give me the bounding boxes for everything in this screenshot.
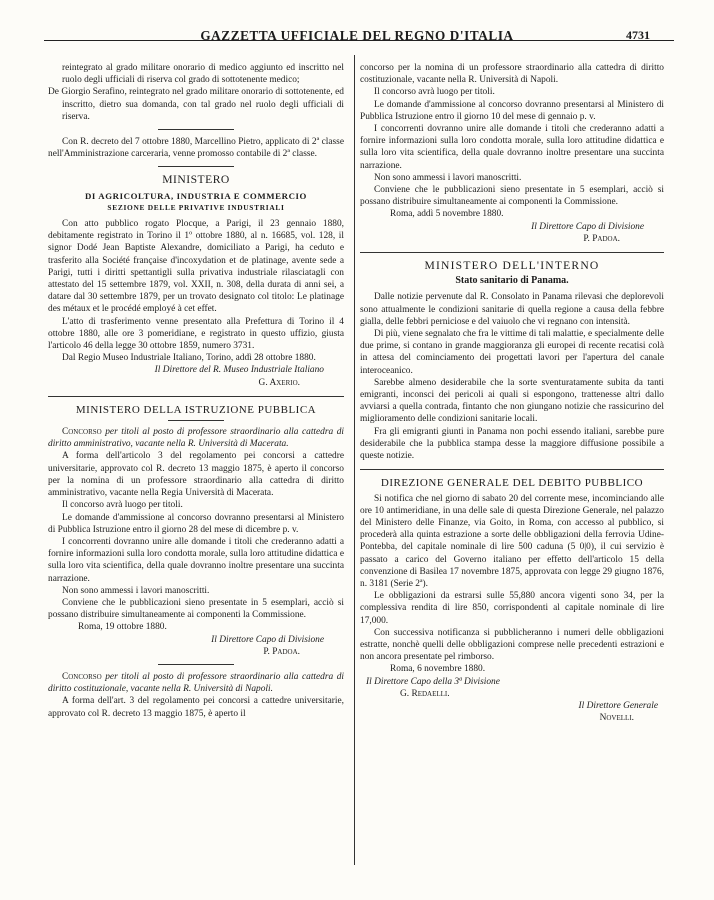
section-heading: MINISTERO DELL'INTERNO bbox=[424, 259, 600, 273]
signature-name: P. Padoa. bbox=[583, 233, 620, 244]
paragraph: Conviene che le pubblicazioni sieno presentate in 5 esemplari, acciò si possano distribuire simultaneamente ai componenti la Commissione. bbox=[360, 185, 664, 208]
column-divider bbox=[354, 55, 355, 865]
divider bbox=[158, 166, 234, 167]
paragraph: concorso per la nomina di un professore straordinario alla cattedra di diritto costituzionale, vacante nella R. Università di Napoli. bbox=[360, 63, 664, 86]
header-rule bbox=[44, 40, 674, 41]
paragraph: Le domande d'ammissione al concorso dovranno presentarsi al Ministero di Pubblica Istruzione entro il giorno 10 del mese di gennaio p. v. bbox=[360, 99, 664, 122]
paragraph: Sarebbe almeno desiderabile che la sorte sventuratamente subita da tanti emigranti, inconsci dei pericoli ai quali si espongono, trattenesse altri dallo avviarsi a quella contrada, fintanto che non giungano notizie che rassicurino del miglioramento delle condizioni sanitarie locali. bbox=[360, 377, 664, 425]
paragraph: Il concorso avrà luogo per titoli. bbox=[62, 500, 183, 511]
concorso-title: per titoli al posto di professore straordinario alla cattedra di diritto costituzionale, vacante nella R. Università di Napoli. bbox=[48, 671, 345, 695]
section-subsubheading: SEZIONE DELLE PRIVATIVE INDUSTRIALI bbox=[107, 202, 285, 212]
paragraph: Fra gli emigranti giunti in Panama non pochi essendo italiani, sarebbe pure desiderabile che la pubblica stampa desse la maggiore diffusione possibile a queste notizie. bbox=[360, 426, 664, 462]
divider bbox=[158, 664, 234, 665]
divider bbox=[168, 420, 224, 421]
concorso-label: Concorso bbox=[62, 427, 102, 438]
paragraph: De Giorgio Serafino, reintegrato nel grado militare onorario di sottotenente, ed inscritto, dietro sua domanda, con tal grado nel ruolo degli ufficiali di riserva. bbox=[48, 87, 344, 122]
paragraph: A forma dell'art. 3 del regolamento pei concorsi a cattedre universitarie, approvato col R. decreto 13 maggio 1875, è aperto il bbox=[48, 696, 344, 719]
concorso-notice bbox=[48, 671, 344, 695]
section-heading: MINISTERO DELLA ISTRUZIONE PUBBLICA bbox=[75, 403, 317, 416]
paragraph: Dal Regio Museo Industriale Italiano, Torino, addì 28 ottobre 1880. bbox=[62, 353, 316, 364]
signature-name: Novelli. bbox=[599, 713, 634, 724]
paragraph: reintegrato al grado militare onorario di medico aggiunto ed inscritto nel ruolo degli ufficiali di riserva col grado di sottotenente medico; bbox=[62, 63, 344, 86]
date-line: Roma, addì 5 novembre 1880. bbox=[390, 209, 504, 220]
concorso-notice bbox=[48, 426, 344, 450]
paragraph: Conviene che le pubblicazioni sieno presentate in 5 esemplari, acciò si possano distribuire simultaneamente ai componenti la Commissione. bbox=[48, 597, 344, 621]
paragraph: Le domande d'ammissione al concorso dovranno presentarsi al Ministero di Pubblica Istruzione entro il giorno 28 del mese di dicembre p. v. bbox=[48, 512, 344, 535]
paragraph: Si notifica che nel giorno di sabato 20 del corrente mese, incominciando alle ore 10 antimeridiane, in una delle sale di questa Direzione Generale, nel palazzo del Ministero delle Finanze, via Goito, in Roma, con accesso al pubblico, si procederà alla quinta estrazione a sorte delle obbligazioni della ferrovia Udine-Pontebba, del capitale nominale di lire 500 caduna (5 0|0), il cui servizio è passato a carico del Governo italiano per effetto dell'articolo 15 della convenzione di Basilea 17 novembre 1875, approvata con legge 29 giugno 1876, n. 3181 (Serie 2ª). bbox=[360, 493, 664, 589]
paragraph: Il concorso avrà luogo per titoli. bbox=[374, 87, 495, 98]
date-line: Roma, 6 novembre 1880. bbox=[390, 664, 486, 675]
paragraph: Non sono ammessi i lavori manoscritti. bbox=[374, 172, 522, 183]
signature-name: G. Redaelli. bbox=[400, 688, 450, 699]
paragraph: Dalle notizie pervenute dal R. Consolato in Panama rilevasi che deplorevoli sono attualmente le condizioni sanitarie di quella regione a causa della febbre gialla, delle febbri perniciose e del vaiuolo che vi regnano con intensità. bbox=[360, 292, 664, 327]
paragraph: I concorrenti dovranno unire alle domande i titoli che crederanno adatti a fornire informazioni sulla loro condotta morale, sulla loro attitudine didattica e sulla loro vita scientifica, della quale dovranno inoltre presentare una succinta narrazione. bbox=[48, 536, 344, 584]
section-subheading: DI AGRICOLTURA, INDUSTRIA E COMMERCIO bbox=[84, 190, 308, 201]
right-column bbox=[360, 62, 664, 724]
paragraph: L'atto di trasferimento venne presentato alla Prefettura di Torino il 4 ottobre 1880, alle ore 3 pomeridiane, e registrato in questo uffizio, giusta l'articolo 46 della legge 30 ottobre 1859, numero 3731. bbox=[48, 316, 344, 352]
signature-name: P. Padoa. bbox=[263, 646, 300, 657]
paragraph: Di più, viene segnalato che fra le vittime di tali malattie, e specialmente delle due prime, si contano in grande maggioranza gli europei di recente recatisi colà in attesa del cominciamento dei progettati lavori per l'apertura del canale interoceanico. bbox=[360, 329, 664, 376]
concorso-label: Concorso bbox=[62, 671, 102, 682]
paragraph: Le obbligazioni da estrarsi sulle 55,880 ancora vigenti sono 34, per la complessiva rendita di lire 850, corrispondenti al capitale nominale di lire 17,000. bbox=[360, 591, 664, 626]
page-number: 4731 bbox=[626, 28, 650, 42]
paragraph: Con successiva notificanza si pubblicheranno i numeri delle obbligazioni estratte, nonchè quelli delle obbligazioni comprese nelle precedenti estrazioni e non ancora presentate pel rimborso. bbox=[360, 627, 664, 663]
page-title: GAZZETTA UFFICIALE DEL REGNO D'ITALIA bbox=[200, 28, 514, 43]
paragraph: Con R. decreto del 7 ottobre 1880, Marcellino Pietro, applicato di 2ª classe nell'Amministrazione carceraria, venne promosso contabile di 2ª classe. bbox=[48, 137, 344, 160]
signature-title: Il Direttore Capo di Divisione bbox=[531, 221, 644, 232]
left-column bbox=[48, 62, 344, 720]
divider bbox=[360, 252, 664, 253]
signature-title: Il Direttore Generale bbox=[578, 700, 658, 711]
signature-title: Il Direttore Capo di Divisione bbox=[211, 634, 324, 645]
paragraph: Con atto pubblico rogato Plocque, a Parigi, il 23 gennaio 1880, debitamente registrato in Torino il 1º ottobre 1880, al n. 16685, vol. 128, il signor Dodé Jean Baptiste Alexandre, domiciliato a Parigi, ha ceduto e trasferito alla Société française d'incoxydation et de platinage, avente sede a Parigi, tutti i diritti spettantigli sulla privativa industriale rilasciatagli con attestato del 15 settembre 1879, vol. XXII, n. 308, della durata di anni sei, a datare dal 30 settembre 1879, per un trovato designato col titolo: Le platinage des métaux et le procédé employé à cet effet. bbox=[48, 219, 344, 315]
section-subheading: Stato sanitario di Panama. bbox=[455, 275, 569, 287]
concorso-title: per titoli al posto di professore straordinario alla cattedra di diritto amministrativo, vacante nella R. Università di Macerata. bbox=[48, 427, 345, 450]
divider bbox=[158, 129, 234, 130]
signature-title: Il Direttore Capo della 3ª Divisione bbox=[366, 676, 500, 687]
section-heading: DIREZIONE GENERALE DEL DEBITO PUBBLICO bbox=[380, 477, 644, 490]
date-line: Roma, 19 ottobre 1880. bbox=[78, 622, 167, 633]
paragraph: Non sono ammessi i lavori manoscritti. bbox=[62, 585, 210, 596]
signature-title: Il Direttore del R. Museo Industriale Italiano bbox=[154, 365, 324, 376]
divider bbox=[360, 469, 664, 470]
divider bbox=[48, 396, 344, 397]
paragraph: A forma dell'articolo 3 del regolamento pei concorsi a cattedre universitarie, approvato col R. decreto 13 maggio 1875, è aperto il concorso per la nomina di un professore straordinario alla cattedra di diritto amministrativo, vacante nella Regia Università di Macerata. bbox=[48, 451, 344, 499]
section-heading: MINISTERO bbox=[162, 173, 230, 187]
signature-name: G. Axerio. bbox=[258, 377, 300, 388]
paragraph: I concorrenti dovranno unire alle domande i titoli che crederanno adatti a fornire informazioni sulla loro condotta morale, sulla loro attitudine didattica e sulla loro vita scientifica, della quale dovranno inoltre presentare una succinta narrazione. bbox=[360, 124, 664, 171]
